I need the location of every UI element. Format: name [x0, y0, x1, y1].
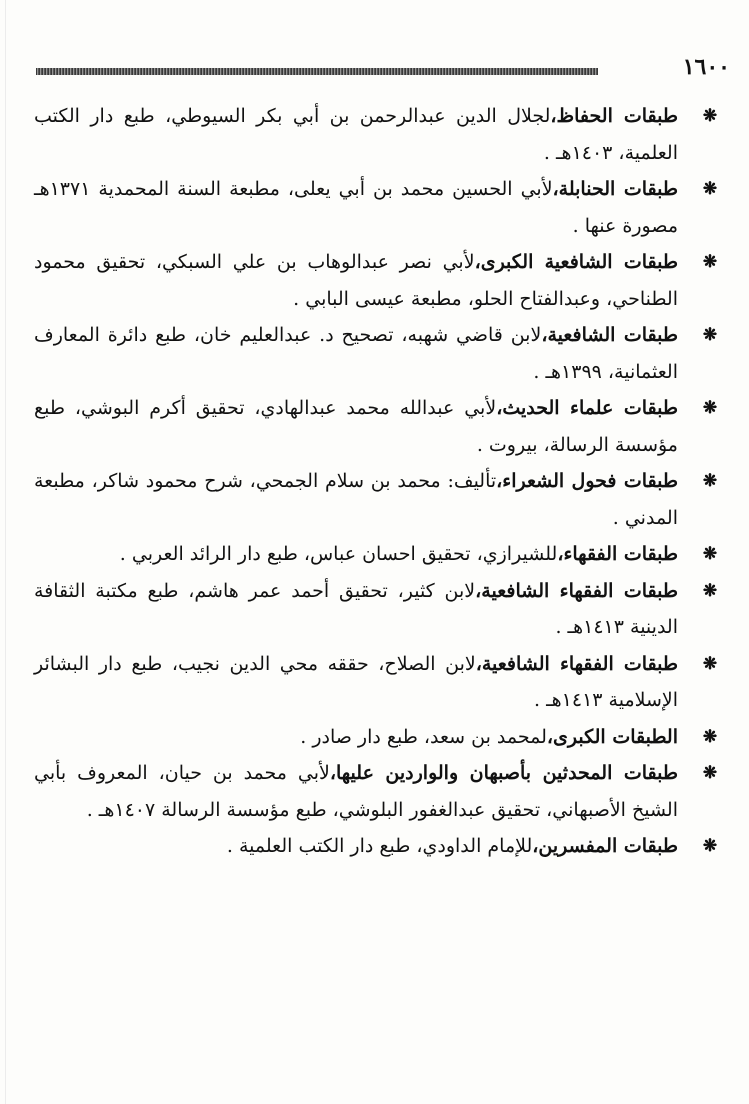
page-edge-divider	[5, 0, 6, 1104]
entry-title: طبقات علماء الحديث،	[496, 397, 679, 419]
bullet-icon: ❋	[702, 106, 718, 126]
entry-title: طبقات الفقهاء الشافعية،	[475, 652, 678, 675]
bullet-icon: ❋	[702, 763, 718, 783]
entry-title: طبقات الشافعية،	[541, 324, 678, 346]
bibliography-entry	[34, 646, 718, 719]
entry-details: لأبي عبدالله محمد عبدالهادي، تحقيق أكرم البوشي، طبع مؤسسة الرسالة، بيروت .	[34, 397, 678, 456]
bibliography-entry	[34, 98, 718, 171]
bullet-icon: ❋	[702, 179, 718, 199]
entry-title: طبقات الفقهاء،	[557, 543, 678, 565]
entry-details: لأبي الحسين محمد بن أبي يعلى، مطبعة السنة المحمدية ١٣٧١هـ مصورة عنها .	[34, 178, 678, 237]
page-number: ١٦٠٠	[682, 54, 730, 80]
bibliography-entry	[34, 719, 718, 756]
entry-details: تأليف: محمد بن سلام الجمحي، شرح محمود شاكر، مطبعة المدني .	[34, 470, 678, 529]
entry-details: للشيرازي، تحقيق احسان عباس، طبع دار الرائد العربي .	[119, 543, 558, 565]
bullet-icon: ❋	[702, 471, 718, 491]
bibliography-entry	[34, 171, 718, 244]
bibliography-list	[34, 98, 718, 865]
entry-title: طبقات المحدثين بأصبهان والواردين عليها،	[329, 762, 679, 784]
bibliography-entry	[34, 755, 718, 828]
bullet-icon: ❋	[702, 580, 718, 601]
entry-details: للإمام الداودي، طبع دار الكتب العلمية .	[226, 835, 533, 857]
bibliography-entry	[34, 573, 718, 646]
bullet-icon: ❋	[702, 252, 718, 272]
bullet-icon: ❋	[702, 653, 718, 674]
entry-details: لابن كثير، تحقيق أحمد عمر هاشم، طبع مكتبة الثقافة الدينية ١٤١٣هـ .	[34, 579, 678, 638]
entry-title: طبقات الشافعية الكبرى،	[474, 251, 678, 273]
page-header	[30, 52, 730, 82]
bibliography-entry	[34, 828, 718, 865]
bibliography-entry	[34, 317, 718, 390]
entry-title: الطبقات الكبرى،	[546, 725, 678, 748]
entry-details: لمحمد بن سعد، طبع دار صادر .	[300, 725, 547, 748]
entry-details: لأبي محمد بن حيان، المعروف بأبي الشيخ الأصبهاني، تحقيق عبدالغفور البلوشي، طبع مؤسسة الرسالة ١٤٠٧هـ .	[34, 762, 678, 821]
bibliography-entry	[34, 244, 718, 317]
entry-title: طبقات المفسرين،	[532, 835, 678, 857]
entry-title: طبقات الفقهاء الشافعية،	[475, 579, 678, 602]
entry-title: طبقات فحول الشعراء،	[496, 470, 678, 492]
header-ornamental-rule	[36, 68, 598, 75]
entry-title: طبقات الحنابلة،	[552, 178, 678, 200]
bullet-icon: ❋	[702, 398, 718, 418]
bibliography-entry	[34, 390, 718, 463]
bullet-icon: ❋	[702, 836, 718, 856]
bibliography-entry	[34, 536, 718, 573]
bullet-icon: ❋	[702, 325, 718, 345]
entry-details: لابن قاضي شهبه، تصحيح د. عبدالعليم خان، طبع دائرة المعارف العثمانية، ١٣٩٩هـ .	[34, 324, 678, 383]
entry-details: لجلال الدين عبدالرحمن بن أبي بكر السيوطي، طبع دار الكتب العلمية، ١٤٠٣هـ .	[34, 105, 678, 164]
entry-details: لابن الصلاح، حققه محي الدين نجيب، طبع دار البشائر الإسلامية ١٤١٣هـ .	[34, 652, 678, 711]
bibliography-entry	[34, 463, 718, 536]
bullet-icon: ❋	[702, 544, 718, 564]
entry-title: طبقات الحفاظ،	[550, 105, 678, 127]
bullet-icon: ❋	[702, 726, 718, 747]
entry-details: لأبي نصر عبدالوهاب بن علي السبكي، تحقيق محمود الطناحي، وعبدالفتاح الحلو، مطبعة عيسى البابي .	[34, 251, 678, 310]
